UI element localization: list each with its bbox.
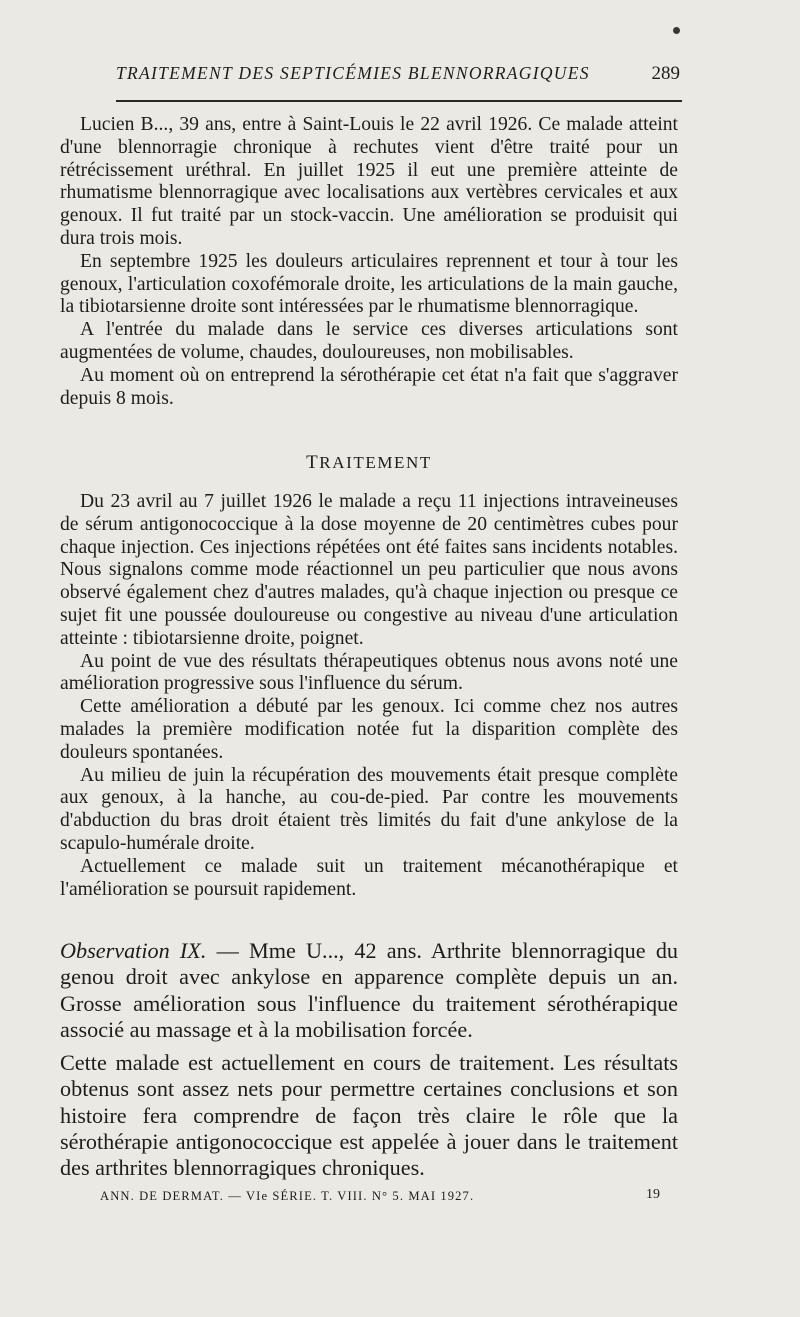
case-history <box>60 114 678 410</box>
header-rule <box>116 100 682 102</box>
signature-mark: 19 <box>646 1187 660 1202</box>
observation-intro: — Mme U..., 42 ans. Arthrite blennorragique du genou droit avec ankylose en apparence complète depuis un an. Grosse amélioration sous l'influence du traitement sérothérapique associé au massage et à la mobilisation forcée. <box>60 938 679 1042</box>
observation-label: Observation IX. <box>60 938 207 963</box>
paragraph: Lucien B..., 39 ans, entre à Saint-Louis le 22 avril 1926. Ce malade atteint d'une blennorragie chronique à rechutes vient d'être traité pour un rétrécissement uréthral. En juillet 1925 il eut une première atteinte de rhumatisme blennorragique avec localisations aux vertèbres cervicales et aux genoux. Il fut traité par un stock-vaccin. Une amélioration se produisit qui dura trois mois. <box>60 114 678 249</box>
paragraph: Du 23 avril au 7 juillet 1926 le malade a reçu 11 injections intraveineuses de sérum antigonococcique à la dose moyenne de 20 centimètres cubes pour chaque injection. Ces injections répétées ont été faites sans incidents notables. Nous signalons comme mode réactionnel un peu particulier que nous avons observé également chez d'autres malades, qu'à chaque injection ou presque ce sujet fit une poussée douloureuse ou congestive au niveau d'une articulation atteinte : tibiotarsienne droite, poignet. <box>60 491 678 649</box>
ink-speck <box>673 27 680 34</box>
observation-paragraph: Cette malade est actuellement en cours de traitement. Les résultats obtenus sont assez nets pour permettre certaines conclusions et son histoire fera comprendre de façon très claire le rôle que la sérothérapie antigonococcique est appelée à jouer dans le traitement des arthrites blennorragiques chroniques. <box>60 1050 678 1181</box>
running-head-title: TRAITEMENT DES SEPTICÉMIES BLENNORRAGIQUES <box>116 63 590 83</box>
treatment-text <box>60 491 678 901</box>
paragraph: Au moment où on entreprend la sérothérapie cet état n'a fait que s'aggraver depuis 8 mois. <box>60 364 678 409</box>
paragraph: Cette amélioration a débuté par les genoux. Ici comme chez nos autres malades la première modification notée fut la disparition complète des douleurs spontanées. <box>60 696 678 763</box>
footer-citation: ANN. DE DERMAT. — VIe SÉRIE. T. VIII. N° 5. MAI 1927. <box>100 1189 475 1203</box>
paragraph: Au point de vue des résultats thérapeutiques obtenus nous avons noté une amélioration progressive sous l'influence du sérum. <box>60 650 678 695</box>
observation-summary <box>60 938 678 1043</box>
section-heading <box>60 452 678 474</box>
section-heading-rest: RAITEMENT <box>319 453 432 472</box>
paragraph: En septembre 1925 les douleurs articulaires reprennent et tour à tour les genoux, l'articulation coxofémorale droite, les articulations de la main gauche, la tibiotarsienne droite sont intéressées par le rhumatisme blennorragique. <box>60 250 678 318</box>
observation-ix <box>60 938 678 1182</box>
paragraph: Actuellement ce malade suit un traitement mécanothérapique et l'amélioration se poursuit rapidement. <box>60 855 678 900</box>
paragraph: A l'entrée du malade dans le service ces diverses articulations sont augmentées de volume, chaudes, douloureuses, non mobilisables. <box>60 319 678 363</box>
section-heading-initial: T <box>306 452 320 473</box>
page-number: 289 <box>651 63 680 84</box>
paragraph: Au milieu de juin la récupération des mouvements était presque complète aux genoux, à la hanche, au cou-de-pied. Par contre les mouvements d'abduction du bras droit étaient très limités du fait d'une ankylose de la scapulo-humérale droite. <box>60 764 678 854</box>
